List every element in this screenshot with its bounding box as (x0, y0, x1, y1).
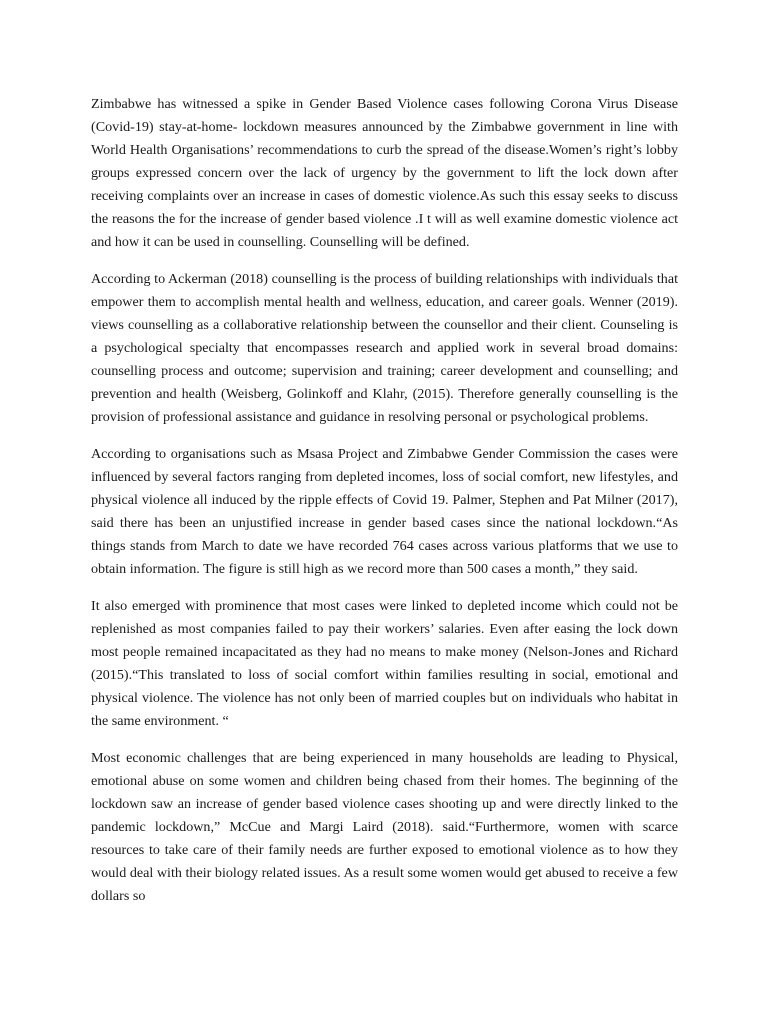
paragraph-intro: Zimbabwe has witnessed a spike in Gender Based Violence cases following Corona Virus Disease (Covid-19) stay-at-home- lockdown measures announced by the Zimbabwe government in line with World Health Organisations’ recommendations to curb the spread of the disease.Women’s right’s lobby groups expressed concern over the lack of urgency by the government to lift the lock down after receiving complaints over an increase in cases of domestic violence.As such this essay seeks to discuss the reasons the for the increase of gender based violence .I t will as well examine domestic violence act and how it can be used in counselling. Counselling will be defined. (91, 96, 678, 250)
paragraph-contributing-factors: According to organisations such as Msasa Project and Zimbabwe Gender Commission the cases were influenced by several factors ranging from depleted incomes, loss of social comfort, new lifestyles, and physical violence all induced by the ripple effects of Covid 19. Palmer, Stephen and Pat Milner (2017), said there has been an unjustified increase in gender based cases since the national lockdown.“As things stands from March to date we have recorded 764 cases across various platforms that we use to obtain information. The figure is still high as we record more than 500 cases a month,” they said. (91, 446, 678, 577)
paragraph-depleted-income: It also emerged with prominence that most cases were linked to depleted income which could not be replenished as most companies failed to pay their workers’ salaries. Even after easing the lock down most people remained incapacitated as they had no means to make money (Nelson-Jones and Richard (2015).“This translated to loss of social comfort within families resulting in social, emotional and physical violence. The violence has not only been of married couples but on individuals who habitat in the same environment. “ (91, 598, 678, 729)
paragraph-counselling-definition: According to Ackerman (2018) counselling is the process of building relationships with individuals that empower them to accomplish mental health and wellness, education, and career goals. Wenner (2019). views counselling as a collaborative relationship between the counsellor and their client. Counseling is a psychological specialty that encompasses research and applied work in several broad domains: counselling process and outcome; supervision and training; career development and counselling; and prevention and health (Weisberg, Golinkoff and Klahr, (2015). Therefore generally counselling is the provision of professional assistance and guidance in resolving personal or psychological problems. (91, 271, 678, 425)
paragraph-economic-challenges: Most economic challenges that are being experienced in many households are leading to Physical, emotional abuse on some women and children being chased from their homes. The beginning of the lockdown saw an increase of gender based violence cases shooting up and were directly linked to the pandemic lockdown,” McCue and Margi Laird (2018). said.“Furthermore, women with scarce resources to take care of their family needs are further exposed to emotional violence as to how they would deal with their biology related issues. As a result some women would get abused to receive a few dollars so (91, 750, 678, 904)
document-body (91, 93, 678, 922)
